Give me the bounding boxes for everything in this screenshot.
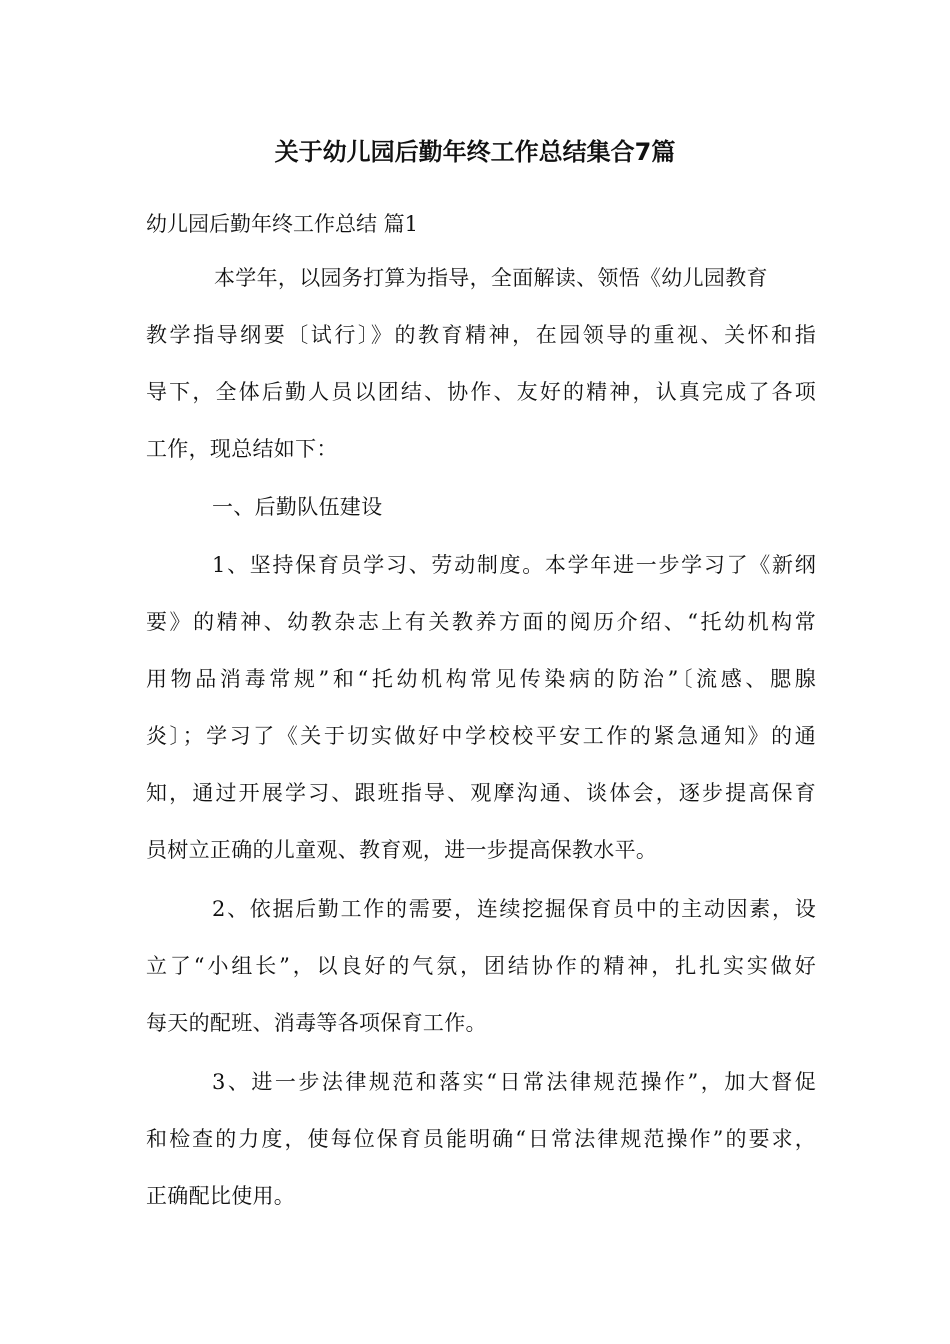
paragraph-line: 和检查的力度，使每位保育员能明确“日常法律规范操作”的要求， (146, 1127, 816, 1151)
paragraph-line: 要》的精神、幼教杂志上有关教养方面的阅历介绍、“托幼机构常 (146, 610, 816, 634)
paragraph-line: 员树立正确的儿童观、教育观，进一步提高保教水平。 (146, 838, 658, 862)
paragraph-line: 正确配比使用。 (146, 1184, 296, 1208)
paragraph-line: 工作，现总结如下： (146, 437, 338, 461)
paragraph-line: 教学指导纲要〔试行〕》的教育精神，在园领导的重视、关怀和指 (146, 323, 816, 347)
paragraph-line: 2、依据后勤工作的需要，连续挖掘保育员中的主动因素，设 (212, 897, 816, 921)
section-heading-line: 一、后勤队伍建设 (212, 495, 383, 519)
paragraph-line: 导下，全体后勤人员以团结、协作、友好的精神，认真完成了各项 (146, 380, 816, 404)
section-heading: 幼儿园后勤年终工作总结 篇1 (146, 212, 419, 236)
paragraph-line: 1、坚持保育员学习、劳动制度。本学年进一步学习了《新纲 (212, 553, 816, 577)
paragraph-line: 立了“小组长”，以良好的气氛，团结协作的精神，扎扎实实做好 (146, 954, 816, 978)
paragraph-line: 每天的配班、消毒等各项保育工作。 (146, 1011, 487, 1035)
paragraph-line: 用物品消毒常规”和“托幼机构常见传染病的防治”〔流感、腮腺 (146, 667, 816, 691)
paragraph-line: 3、进一步法律规范和落实“日常法律规范操作”，加大督促 (212, 1070, 816, 1094)
paragraph-line: 知，通过开展学习、跟班指导、观摩沟通、谈体会，逐步提高保育 (146, 781, 816, 805)
paragraph-line: 炎〕；学习了《关于切实做好中学校校平安工作的紧急通知》的通 (146, 724, 816, 748)
paragraph-line: 本学年，以园务打算为指导，全面解读、领悟《幼儿园教育 (214, 266, 768, 290)
document-title: 关于幼儿园后勤年终工作总结集合7篇 (274, 138, 676, 166)
